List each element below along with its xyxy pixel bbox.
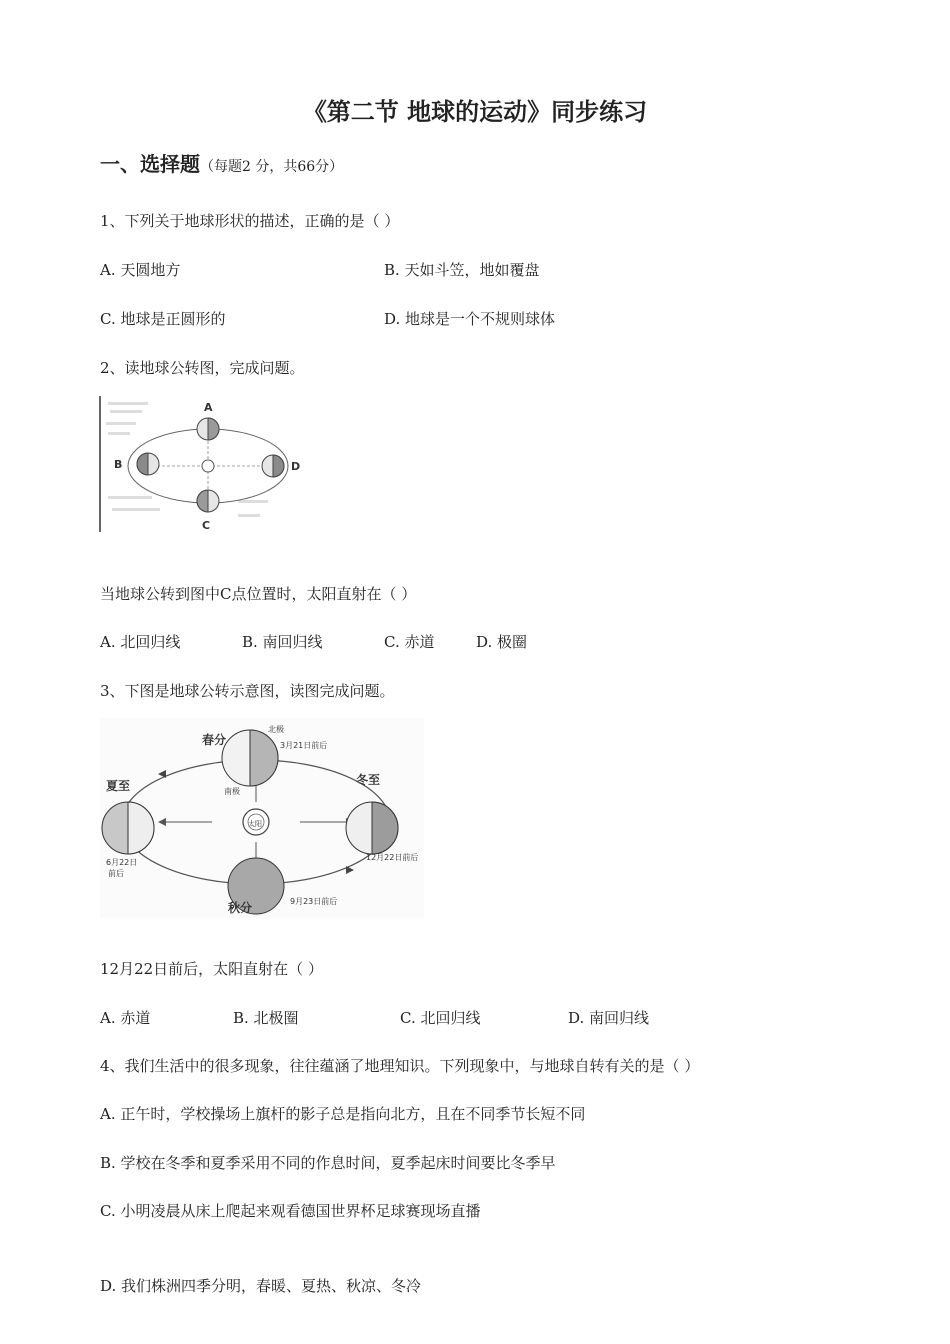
- section-note: （每题2 分，共66分）: [200, 159, 344, 175]
- winter-label: 冬至: [356, 773, 381, 787]
- autumn-date-label: 9月23日前后: [290, 897, 338, 906]
- winter-date-label: 12月22日前后: [366, 853, 419, 862]
- q2-option-a: A. 北回归线: [100, 633, 181, 651]
- q3-intro: 3、下图是地球公转示意图，读图完成问题。: [100, 682, 395, 700]
- autumn-label: 秋分: [228, 901, 253, 915]
- section-heading-text: 一、选择题: [100, 152, 200, 176]
- q4-option-d: D. 我们株洲四季分明，春暖、夏热、秋凉、冬冷: [100, 1277, 422, 1295]
- earth-revolution-diagram: [100, 718, 424, 918]
- q4-stem: 4、我们生活中的很多现象，往往蕴涵了地理知识。下列现象中，与地球自转有关的是（ ）: [100, 1057, 700, 1075]
- q3-option-a: A. 赤道: [100, 1009, 151, 1027]
- sun-label: 太阳: [248, 820, 262, 828]
- q3-stem: 12月22日前后，太阳直射在（ ）: [100, 960, 323, 978]
- q1-option-c: C. 地球是正圆形的: [100, 310, 226, 328]
- q1-option-d: D. 地球是一个不规则球体: [384, 310, 556, 328]
- q1-option-a: A. 天圆地方: [100, 261, 181, 279]
- q4-option-a: A. 正午时，学校操场上旗杆的影子总是指向北方，且在不同季节长短不同: [100, 1105, 586, 1123]
- q3-option-c: C. 北回归线: [400, 1009, 481, 1027]
- q2-intro: 2、读地球公转图，完成问题。: [100, 359, 305, 377]
- q4-option-b: B. 学校在冬季和夏季采用不同的作息时间，夏季起床时间要比冬季早: [100, 1154, 556, 1172]
- south-pole-label: 南极: [224, 787, 240, 796]
- orbit-label-b: B: [114, 458, 123, 471]
- spring-date-label: 3月21日前后: [280, 741, 328, 750]
- q4-option-c: C. 小明凌晨从床上爬起来观看德国世界杯足球赛现场直播: [100, 1202, 481, 1220]
- spring-label: 春分: [202, 733, 227, 747]
- summer-label: 夏至: [106, 779, 131, 793]
- section-heading: [100, 148, 343, 177]
- earth-orbit-diagram: [98, 396, 320, 534]
- q2-stem: 当地球公转到图中C点位置时，太阳直射在（ ）: [100, 585, 417, 603]
- orbit-label-c: C: [202, 519, 211, 532]
- document-title: 《第二节 地球的运动》同步练习: [302, 98, 648, 126]
- q2-option-b: B. 南回归线: [242, 633, 323, 651]
- q2-option-c: C. 赤道: [384, 633, 435, 651]
- q3-option-d: D. 南回归线: [568, 1009, 650, 1027]
- orbit-label-d: D: [291, 460, 301, 473]
- north-pole-label: 北极: [268, 725, 284, 734]
- q2-option-d: D. 极圈: [476, 633, 528, 651]
- q3-option-b: B. 北极圈: [233, 1009, 299, 1027]
- summer-date-label-2: 前后: [108, 869, 124, 878]
- summer-date-label-1: 6月22日: [106, 858, 138, 867]
- q1-stem: 1、下列关于地球形状的描述，正确的是（ ）: [100, 212, 400, 230]
- orbit-label-a: A: [204, 401, 213, 414]
- q1-option-b: B. 天如斗笠，地如覆盘: [384, 261, 540, 279]
